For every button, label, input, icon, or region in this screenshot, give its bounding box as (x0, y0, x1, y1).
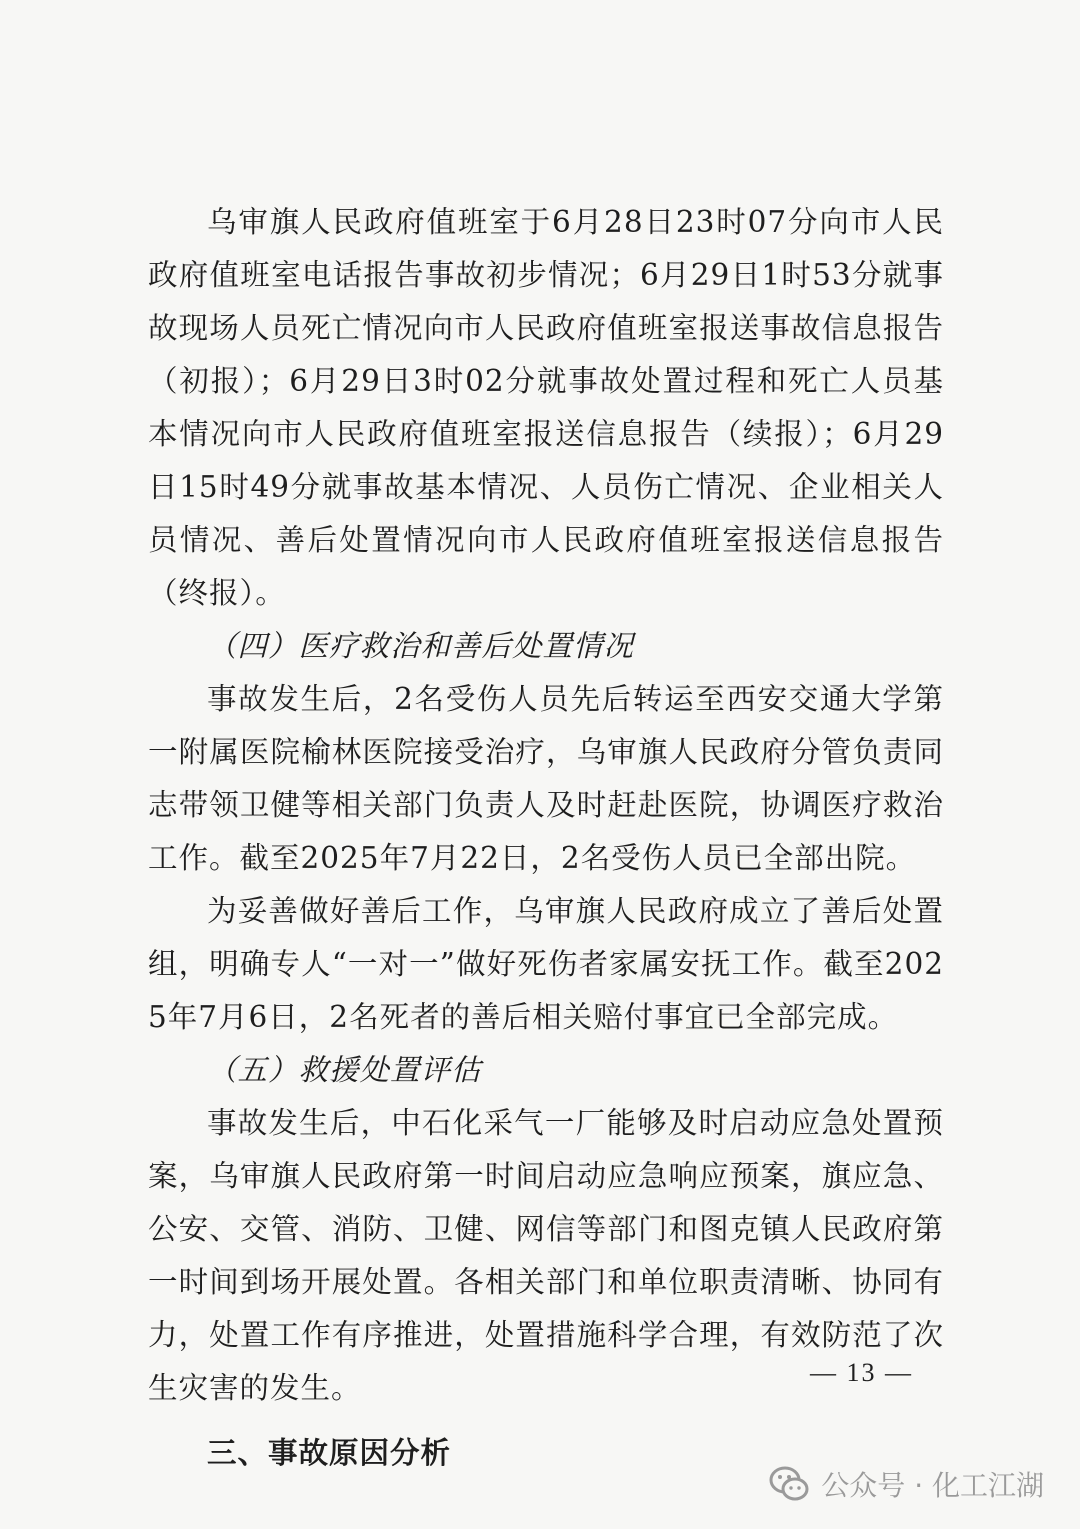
paragraph-aftermath: 为妥善做好善后工作，乌审旗人民政府成立了善后处置组，明确专人“一对一”做好死伤者家属安抚工作。截至2025年7月6日，2名死者的善后相关赔付事宜已全部完成。 (148, 894, 944, 1034)
paragraph-medical: 事故发生后，2名受伤人员先后转运至西安交通大学第一附属医院榆林医院接受治疗，乌审旗人民政府分管负责同志带领卫健等相关部门负责人及时赶赴医院，协调医疗救治工作。截至2025年7月22日，2名受伤人员已全部出院。 (148, 682, 944, 875)
paragraph-assessment: 事故发生后，中石化采气一厂能够及时启动应急处置预案，乌审旗人民政府第一时间启动应急响应预案，旗应急、公安、交管、消防、卫健、网信等部门和图克镇人民政府第一时间到场开展处置。各相关部门和单位职责清晰、协同有力，处置工作有序推进，处置措施科学合理，有效防范了次生灾害的发生。 (148, 1106, 944, 1405)
chapter-heading-cause-analysis: 三、事故原因分析 (207, 1436, 452, 1470)
watermark-text: 公众号 · 化工江湖 (821, 1469, 1044, 1502)
section-heading-assessment: （五）救援处置评估 (207, 1053, 482, 1087)
wechat-icon (767, 1462, 811, 1506)
document-body (148, 196, 944, 1480)
page-number: — 13 — (810, 1358, 913, 1387)
watermark (767, 1462, 1044, 1506)
section-heading-medical: （四）医疗救治和善后处置情况 (207, 629, 635, 663)
paragraph-reporting: 乌审旗人民政府值班室于6月28日23时07分向市人民政府值班室电话报告事故初步情况；6月29日1时53分就事故现场人员死亡情况向市人民政府值班室报送事故信息报告（初报）；6月29日3时02分就事故处置过程和死亡人员基本情况向市人民政府值班室报送信息报告（续报）；6月29日15时49分就事故基本情况、人员伤亡情况、企业相关人员情况、善后处置情况向市人民政府值班室报送信息报告（终报）。 (148, 205, 944, 610)
